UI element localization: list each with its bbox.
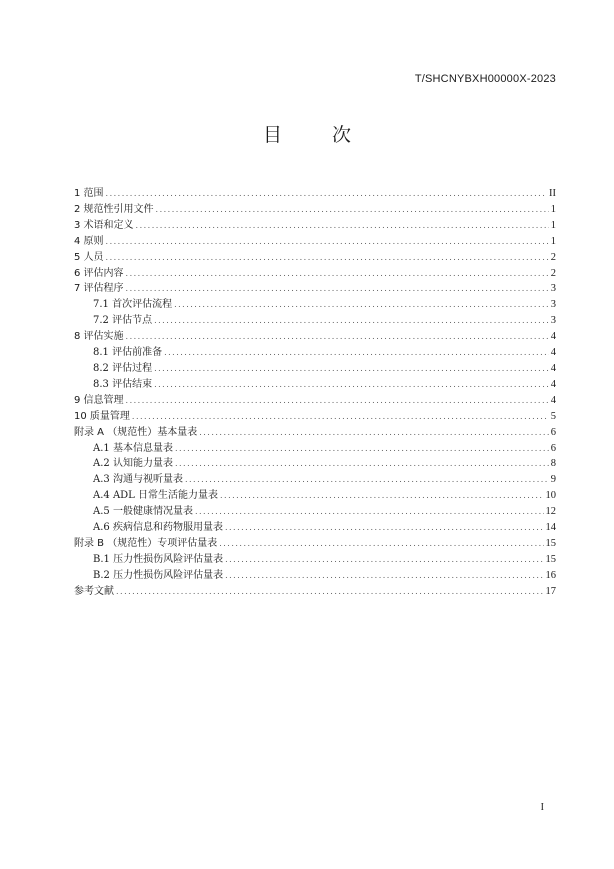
toc-entry-label: 5 人员 (74, 251, 104, 263)
dot-leader (220, 492, 544, 500)
toc-entry-page: 3 (550, 299, 556, 311)
toc-entry[interactable] (74, 423, 556, 439)
dot-leader (185, 476, 549, 484)
toc-entry[interactable] (74, 359, 556, 375)
dot-leader (154, 317, 549, 325)
toc-entry-page: 8 (550, 458, 556, 470)
toc-entry-label: 参考文献 (74, 585, 114, 597)
toc-entry[interactable] (74, 295, 556, 311)
dot-leader (219, 540, 543, 548)
toc-entry-page: 4 (550, 347, 556, 359)
toc-entry[interactable] (74, 550, 556, 566)
toc-entry[interactable] (74, 327, 556, 343)
toc-entry[interactable] (74, 439, 556, 455)
toc-entry-label: 4 原则 (74, 235, 104, 247)
page-number: I (540, 802, 544, 813)
toc-entry-label: 7 评估程序 (74, 283, 124, 295)
dot-leader (175, 460, 549, 468)
toc-entry[interactable] (74, 200, 556, 216)
toc-entry-page: 2 (550, 251, 556, 263)
dot-leader (136, 222, 549, 230)
toc-entry-label: 3 术语和定义 (74, 219, 134, 231)
toc-entry-page: II (549, 188, 556, 199)
toc-entry-label: 6 评估内容 (74, 267, 124, 279)
toc-entry-label: 7.2 评估节点 (93, 315, 153, 327)
toc-entry[interactable] (74, 343, 556, 359)
toc-entry-page: 17 (545, 585, 556, 597)
toc-entry[interactable] (74, 486, 556, 502)
dot-leader (126, 333, 549, 341)
toc-entry-label: 8.3 评估结束 (93, 378, 153, 390)
dot-leader (126, 397, 549, 405)
toc-entry-page: 6 (550, 426, 556, 438)
dot-leader (164, 349, 549, 357)
toc-entry-page: 1 (550, 219, 556, 231)
toc-entry-label: 附录 A （规范性）基本量表 (74, 426, 198, 438)
toc-entry[interactable] (74, 311, 556, 327)
dot-leader (199, 429, 549, 437)
toc-entry-label: 附录 B （规范性）专项评估量表 (74, 537, 218, 549)
toc-entry-label: 8.1 评估前准备 (93, 347, 163, 359)
toc-entry-label: 9 信息管理 (74, 394, 124, 406)
page-title: 目 次 (262, 124, 374, 146)
toc-entry-page: 16 (545, 569, 556, 581)
toc-entry-label: B.2 压力性损伤风险评估量表 (93, 569, 224, 581)
toc-entry-page: 6 (550, 442, 556, 454)
dot-leader (195, 508, 544, 516)
dot-leader (225, 572, 543, 580)
toc-entry[interactable] (74, 502, 556, 518)
dot-leader (132, 413, 549, 421)
toc-entry-page: 14 (545, 522, 556, 534)
dot-leader (154, 365, 549, 373)
toc-entry[interactable] (74, 582, 556, 598)
toc-entry[interactable] (74, 264, 556, 280)
toc-entry-page: 15 (545, 553, 556, 565)
toc-entry-page: 9 (550, 474, 556, 486)
toc-entry-page: 12 (545, 506, 556, 518)
toc-entry[interactable] (74, 470, 556, 486)
toc-entry[interactable] (74, 232, 556, 248)
dot-leader (106, 190, 547, 198)
dot-leader (106, 238, 549, 246)
dot-leader (116, 588, 544, 596)
toc-entry-label: A.3 沟通与视听量表 (93, 474, 183, 486)
toc-entry-page: 1 (550, 235, 556, 247)
toc-entry-label: 8.2 评估过程 (93, 362, 153, 374)
toc-entry-label: 8 评估实施 (74, 331, 124, 343)
toc-entry-label: A.1 基本信息量表 (93, 442, 173, 454)
toc-entry-page: 5 (550, 410, 556, 422)
toc-entry-page: 2 (550, 267, 556, 279)
toc-entry-label: 1 范围 (74, 188, 104, 199)
dot-leader (126, 270, 549, 278)
dot-leader (106, 254, 549, 262)
dot-leader (225, 524, 544, 532)
table-of-contents (74, 184, 556, 598)
document-code: T/SHCNYBXH00000X-2023 (414, 73, 556, 85)
toc-entry-page: 10 (545, 490, 556, 502)
dot-leader (225, 556, 543, 564)
toc-entry[interactable] (74, 184, 556, 200)
toc-entry[interactable] (74, 216, 556, 232)
toc-entry-label: 10 质量管理 (74, 410, 130, 422)
dot-leader (154, 381, 549, 389)
toc-entry-page: 1 (550, 203, 556, 215)
toc-entry-label: A.4 ADL 日常生活能力量表 (93, 490, 218, 502)
dot-leader (126, 285, 549, 293)
toc-entry-page: 4 (550, 331, 556, 343)
toc-entry-page: 15 (545, 537, 556, 549)
toc-entry-page: 4 (550, 362, 556, 374)
toc-entry-label: A.2 认知能力量表 (93, 458, 173, 470)
toc-entry-page: 4 (550, 378, 556, 390)
toc-entry-page: 4 (550, 394, 556, 406)
toc-entry[interactable] (74, 375, 556, 391)
toc-entry-label: A.5 一般健康情况量表 (93, 506, 193, 518)
toc-entry-label: 7.1 首次评估流程 (93, 299, 173, 311)
toc-entry-page: 3 (550, 315, 556, 327)
toc-entry[interactable] (74, 391, 556, 407)
toc-entry[interactable] (74, 566, 556, 582)
toc-entry[interactable] (74, 534, 556, 550)
toc-entry-label: B.1 压力性损伤风险评估量表 (93, 553, 224, 565)
dot-leader (174, 301, 549, 309)
toc-entry-label: 2 规范性引用文件 (74, 203, 154, 215)
toc-entry-page: 3 (550, 283, 556, 295)
toc-entry[interactable] (74, 248, 556, 264)
toc-entry[interactable] (74, 454, 556, 470)
dot-leader (156, 206, 549, 214)
toc-entry-label: A.6 疾病信息和药物服用量表 (93, 522, 223, 534)
dot-leader (175, 445, 549, 453)
toc-entry[interactable] (74, 407, 556, 423)
toc-entry[interactable] (74, 518, 556, 534)
toc-entry[interactable] (74, 279, 556, 295)
